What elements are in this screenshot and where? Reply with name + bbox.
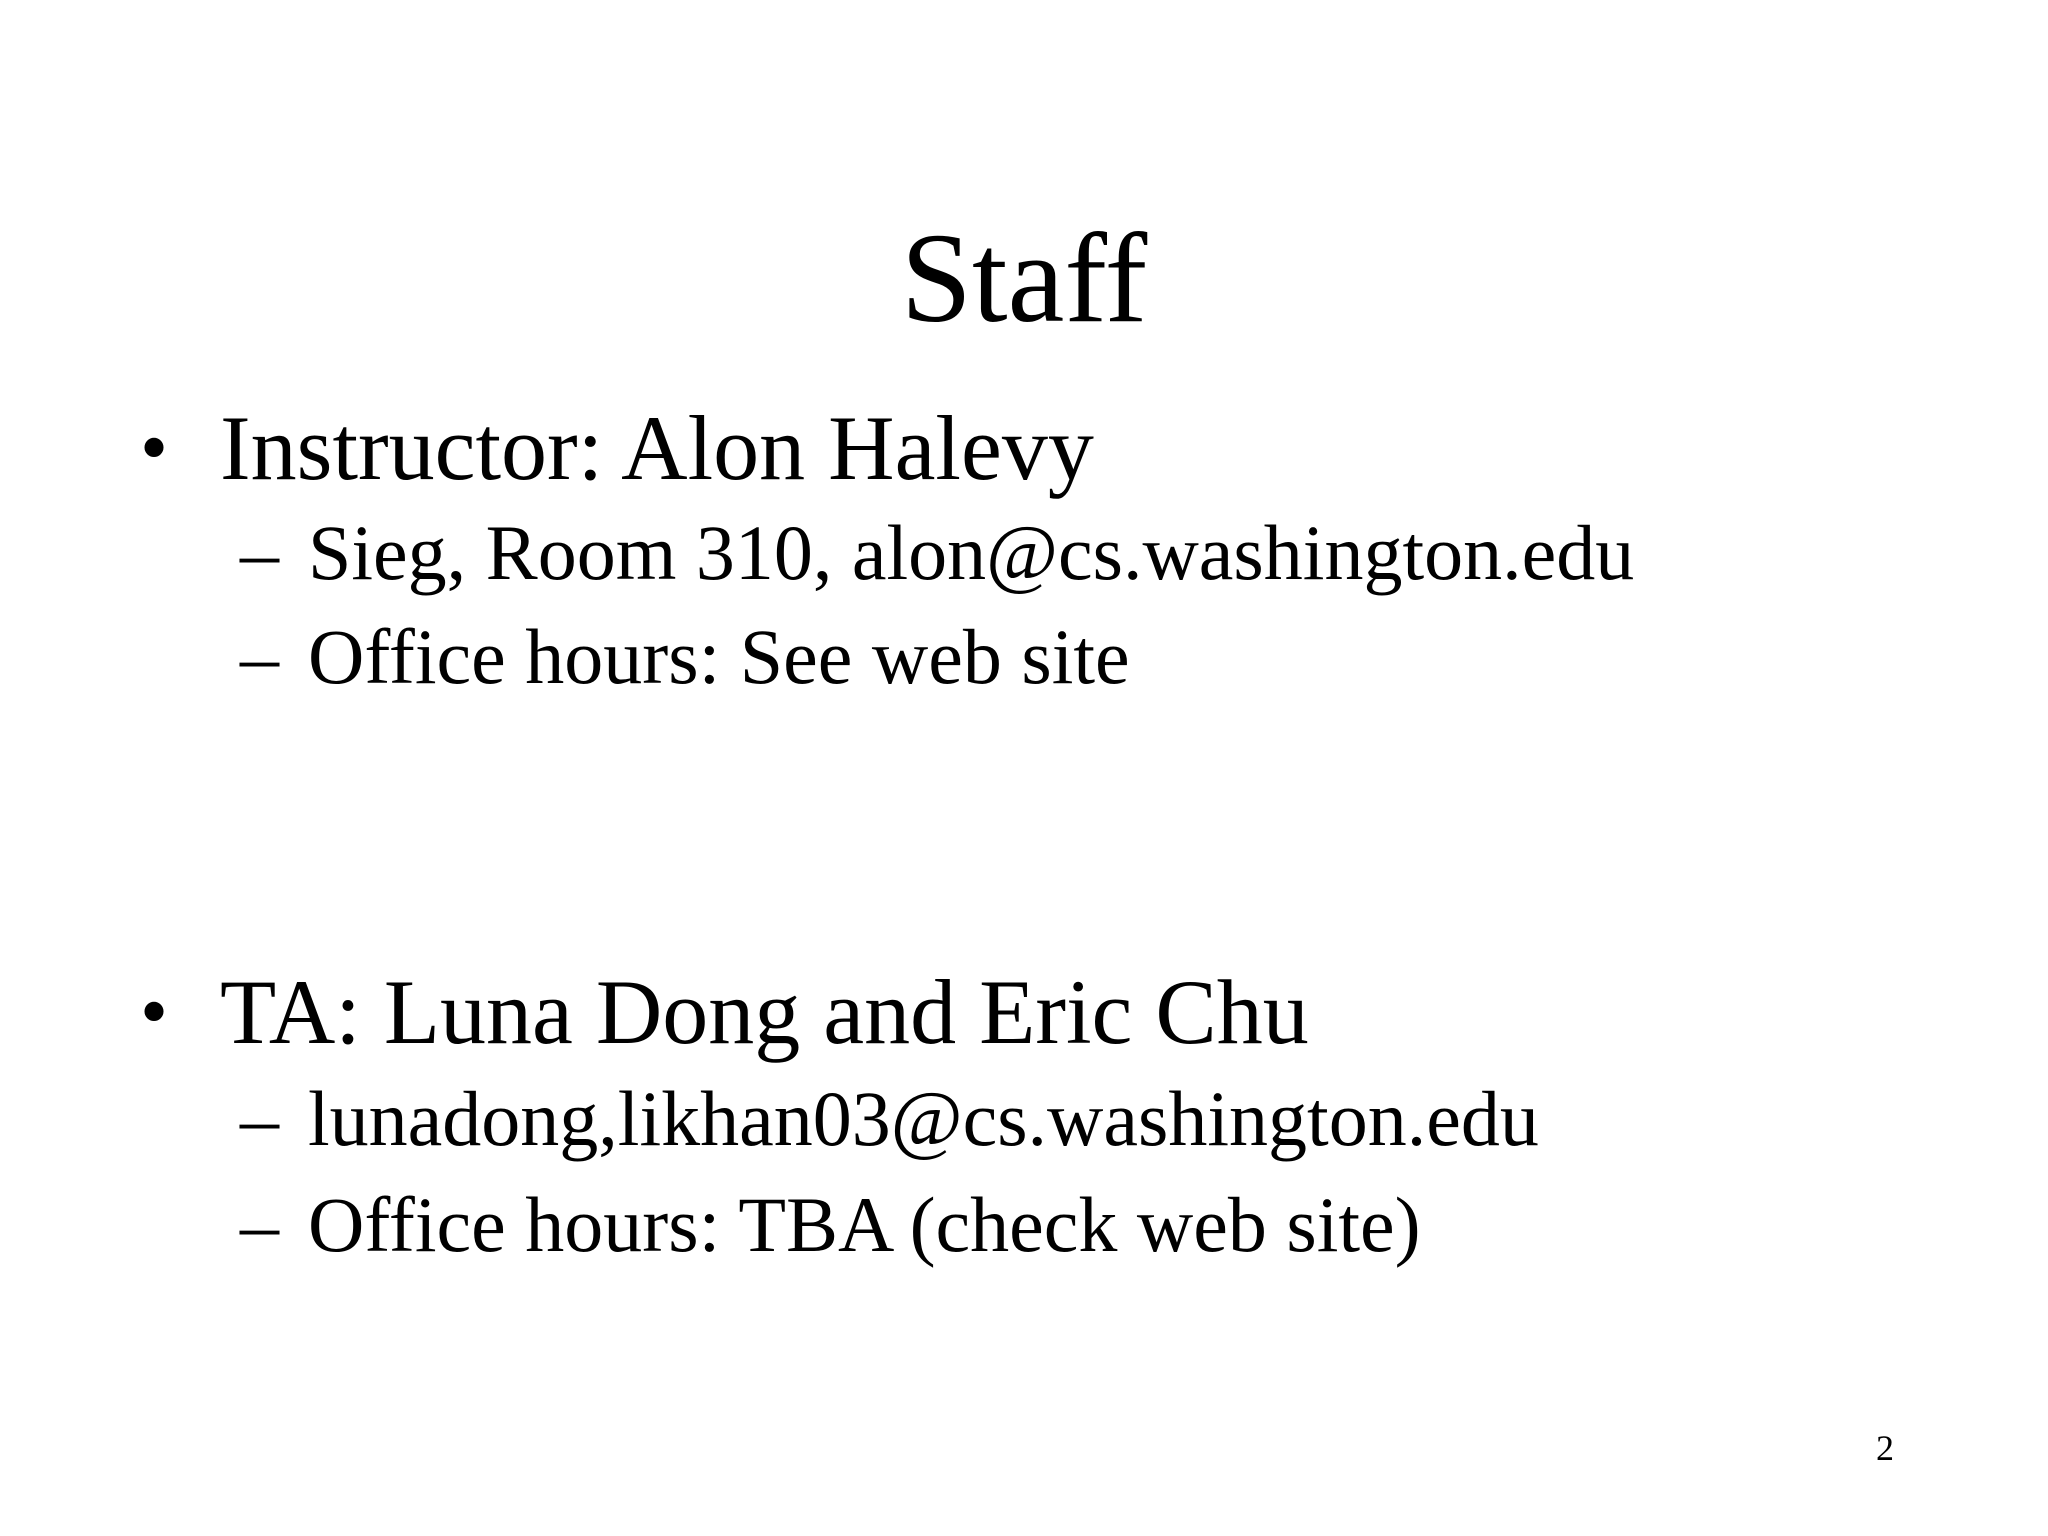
bullet-icon: • <box>140 404 169 492</box>
page-number: 2 <box>1876 1428 1894 1468</box>
sub-instructor-hours-text: Office hours: See web site <box>308 613 1130 700</box>
bullet-instructor-text: Instructor: Alon Halevy <box>220 397 1094 499</box>
sub-instructor-contact-text: Sieg, Room 310, alon@cs.washington.edu <box>308 509 1635 596</box>
sub-ta-hours-text: Office hours: TBA (check web site) <box>308 1181 1421 1268</box>
bullet-icon: • <box>140 968 169 1056</box>
sub-ta-contact-text: lunadong,likhan03@cs.washington.edu <box>308 1075 1539 1162</box>
dash-icon: – <box>240 1075 279 1162</box>
dash-icon: – <box>240 1181 279 1268</box>
dash-icon: – <box>240 613 279 700</box>
dash-icon: – <box>240 509 279 596</box>
slide-title: Staff <box>900 207 1148 349</box>
bullet-ta-text: TA: Luna Dong and Eric Chu <box>220 961 1309 1063</box>
